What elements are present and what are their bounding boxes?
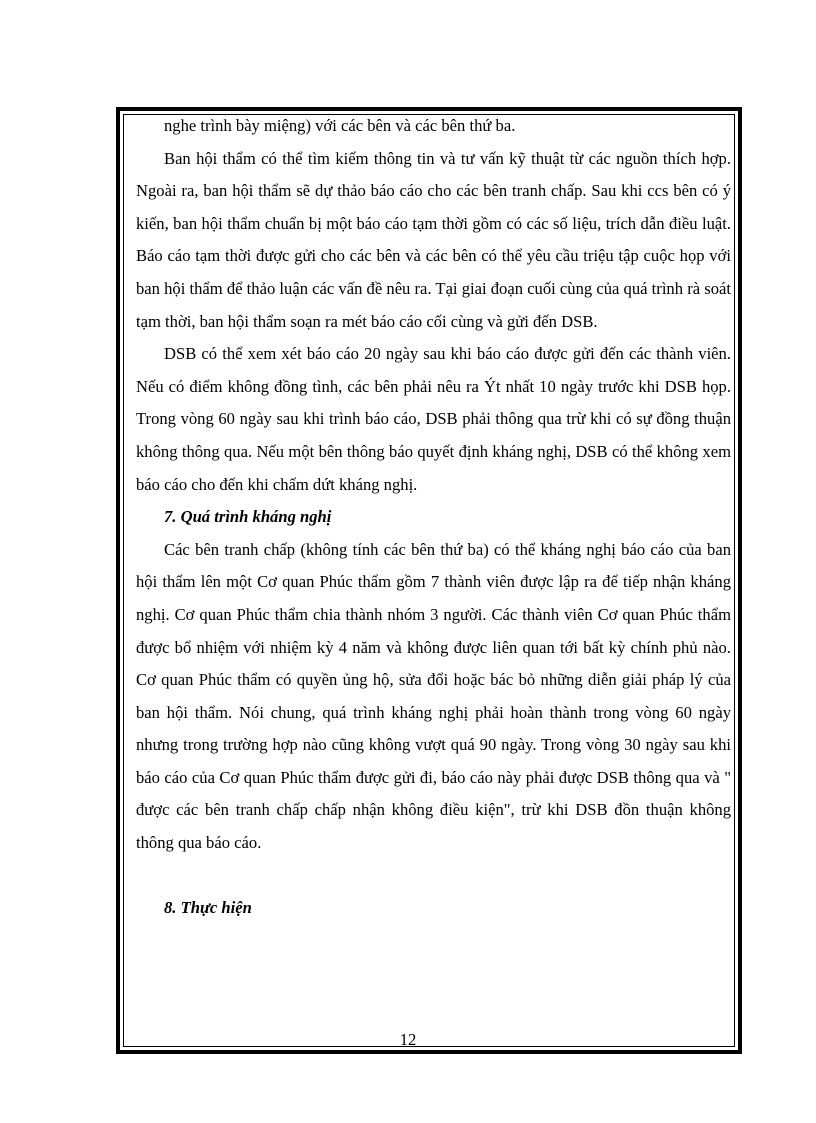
paragraph-continuation: nghe trình bày miệng) với các bên và các bên thứ ba. <box>164 116 516 135</box>
section-heading-implementation: 8. Thực hiện <box>164 897 252 917</box>
page-number: 12 <box>399 1030 417 1049</box>
paragraph-appeal-process: Các bên tranh chấp (không tính các bên thứ ba) có thể kháng nghị báo cáo của ban hội thẩm lên một Cơ quan Phúc thẩm gồm 7 thành viên được lập ra để tiếp nhận kháng nghị. Cơ quan Phúc thẩm chia thành nhóm 3 người. Các thành viên Cơ quan Phúc thẩm được bổ nhiệm với nhiệm kỳ 4 năm và không được liên quan tới bất kỳ chính phủ nào. Cơ quan Phúc thẩm có quyền ủng hộ, sửa đổi hoặc bác bỏ những diễn giải pháp lý của ban hội thẩm. Nói chung, quá trình kháng nghị phải hoàn thành trong vòng 60 ngày nhưng trong trường hợp nào cũng không vượt quá 90 ngày. Trong vòng 30 ngày sau khi báo cáo của Cơ quan Phúc thẩm được gửi đi, báo cáo này phải được DSB thông qua và " được các bên tranh chấp chấp nhận không điều kiện", trừ khi DSB đồn thuận không thông qua báo cáo. <box>136 539 731 853</box>
document-body <box>136 110 731 924</box>
section-heading-appeal: 7. Quá trình kháng nghị <box>164 507 332 527</box>
paragraph-dsb-review: DSB có thể xem xét báo cáo 20 ngày sau khi báo cáo được gửi đến các thành viên. Nếu có điểm không đồng tình, các bên phải nêu ra Ýt nhất 10 ngày trước khi DSB họp. Trong vòng 60 ngày sau khi trình báo cáo, DSB phải thông qua trừ khi có sự đồng thuận không thông qua. Nếu một bên thông báo quyết định kháng nghị, DSB có thể không xem báo cáo cho đến khi chấm dứt kháng nghị. <box>136 344 731 494</box>
paragraph-panel-report: Ban hội thẩm có thể tìm kiếm thông tin và tư vấn kỹ thuật từ các nguồn thích hợp. Ngoài ra, ban hội thẩm sẽ dự thảo báo cáo cho các bên tranh chấp. Sau khi ccs bên có ý kiến, ban hội thẩm chuẩn bị một báo cáo tạm thời gồm có các số liệu, trích dẫn điều luật. Báo cáo tạm thời được gửi cho các bên và các bên có thể yêu cầu triệu tập cuộc họp với ban hội thẩm để thảo luận các vấn đề nêu ra. Tại giai đoạn cuối cùng của quá trình rà soát tạm thời, ban hội thẩm soạn ra mét báo cáo cối cùng và gửi đến DSB. <box>136 148 731 331</box>
